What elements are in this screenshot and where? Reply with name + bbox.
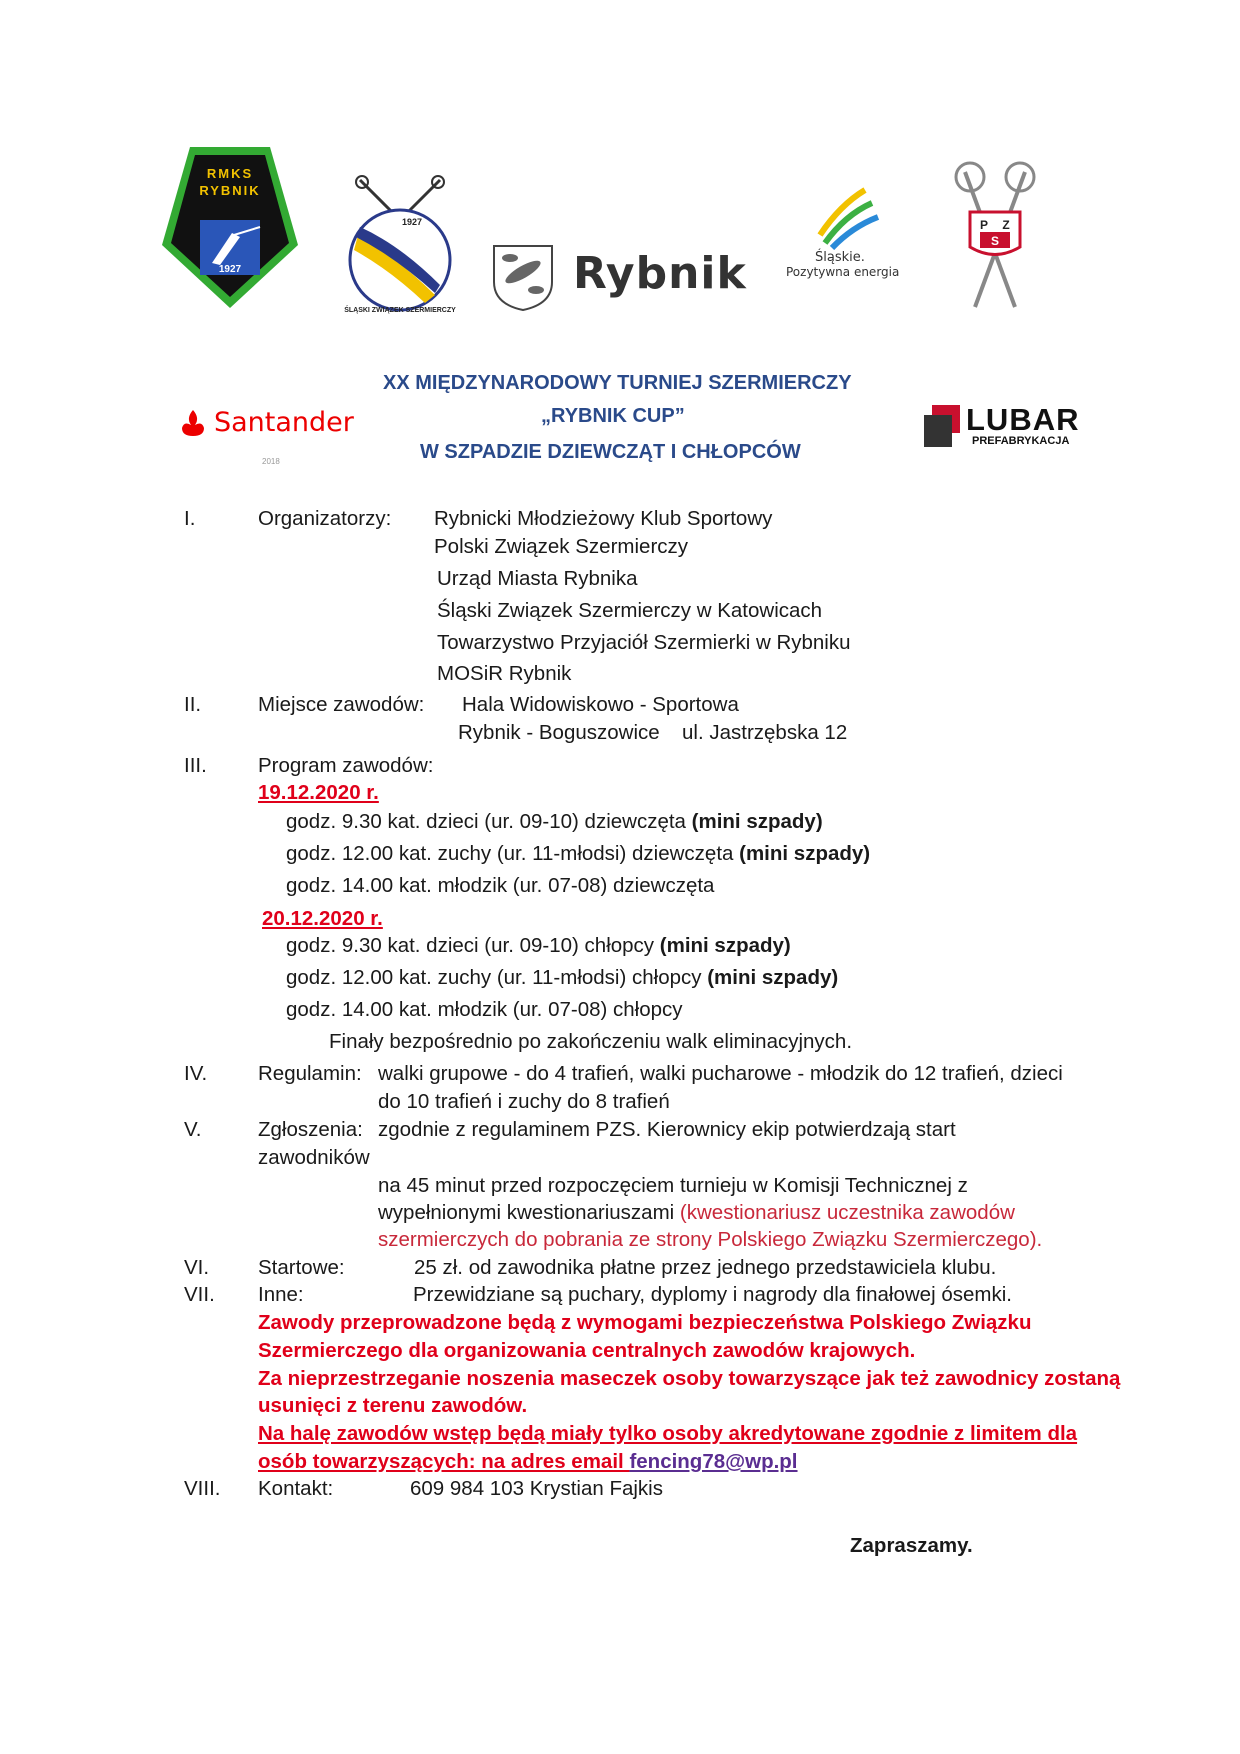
- lubar-logo-text: LUBAR: [966, 402, 1080, 437]
- schedule-note: (mini szpady): [707, 966, 839, 989]
- organizer-5: Towarzystwo Przyjaciół Szermierki w Rybniku: [437, 631, 851, 654]
- section-3-label: Program zawodów:: [258, 754, 434, 777]
- program-date-1: 19.12.2020 r.: [258, 781, 379, 804]
- pzs-z: Z: [1002, 218, 1010, 232]
- schedule-note: (mini szpady): [691, 810, 823, 833]
- section-3-num: III.: [184, 754, 207, 777]
- safety-line-2: Szermierczego dla organizowania centralnych zawodów krajowych.: [258, 1339, 916, 1362]
- rules-line-2: do 10 trafień i zuchy do 8 trafień: [378, 1090, 670, 1113]
- venue-street: ul. Jastrzębska 12: [682, 721, 848, 744]
- section-4-num: IV.: [184, 1062, 208, 1085]
- registration-line-4: [378, 1200, 1015, 1226]
- slaskie-text-1: Śląskie.: [815, 250, 865, 265]
- slaskie-text-2: Pozytywna energia: [786, 265, 900, 279]
- organizer-3: Urząd Miasta Rybnika: [437, 567, 638, 590]
- rules-line-1: walki grupowe - do 4 trafień, walki pucharowe - młodzik do 12 trafień, dzieci: [378, 1062, 1063, 1085]
- section-7-label: Inne:: [258, 1283, 304, 1306]
- section-8-num: VIII.: [184, 1477, 221, 1500]
- schedule-note: (mini szpady): [739, 842, 871, 865]
- section-5-label: Zgłoszenia:: [258, 1118, 363, 1141]
- entry-fee: 25 zł. od zawodnika płatne przez jednego przedstawiciela klubu.: [414, 1256, 997, 1279]
- access-text: osób towarzyszących: na adres email: [258, 1450, 630, 1473]
- registration-line-1: zgodnie z regulaminem PZS. Kierownicy ekip potwierdzają start: [378, 1118, 956, 1141]
- slaski-year: 1927: [401, 217, 423, 227]
- registration-text: wypełnionymi kwestionariuszami: [378, 1201, 680, 1224]
- schedule-note: (mini szpady): [659, 934, 791, 957]
- schedule-text: godz. 14.00 kat. młodzik (ur. 07-08) chłopcy: [286, 998, 683, 1021]
- section-5-num: V.: [184, 1118, 202, 1141]
- schedule-text: godz. 12.00 kat. zuchy (ur. 11-młodsi) chłopcy: [286, 966, 708, 989]
- schedule-text: godz. 9.30 kat. dzieci (ur. 09-10) dziewczęta: [286, 810, 692, 833]
- questionnaire-note: (kwestionariusz uczestnika zawodów: [679, 1201, 1015, 1224]
- access-line-1: Na halę zawodów wstęp będą miały tylko osoby akredytowane zgodnie z limitem dla: [258, 1422, 1078, 1445]
- finals-note: Finały bezpośrednio po zakończeniu walk eliminacyjnych.: [329, 1030, 853, 1053]
- pzs-logo: [940, 152, 1050, 312]
- access-line-2: [258, 1449, 798, 1475]
- lubar-sub-text: PREFABRYKACJA: [972, 435, 1070, 447]
- section-7-num: VII.: [184, 1283, 215, 1306]
- masks-line-1: Za nieprzestrzeganie noszenia maseczek osoby towarzyszące jak też zawodnicy zostaną: [258, 1367, 1121, 1390]
- pzs-s: S: [990, 234, 1000, 248]
- organizer-1: Rybnicki Młodzieżowy Klub Sportowy: [434, 507, 773, 530]
- section-1-num: I.: [184, 507, 196, 530]
- rmks-year: 1927: [218, 264, 242, 275]
- prizes-text: Przewidziane są puchary, dyplomy i nagrody dla finałowej ósemki.: [413, 1283, 1012, 1306]
- section-6-num: VI.: [184, 1256, 210, 1279]
- slaski-text: ŚLĄSKI ZWIĄZEK SZERMIERCZY: [344, 307, 456, 314]
- email-link[interactable]: fencing78@wp.pl: [629, 1450, 798, 1473]
- schedule-row: [286, 809, 823, 835]
- santander-logo-text: Santander: [214, 407, 354, 438]
- section-2-num: II.: [184, 693, 202, 716]
- pzs-p: P: [979, 218, 989, 232]
- schedule-row: [286, 873, 714, 899]
- santander-flame-icon: [178, 408, 208, 438]
- slaskie-waves-icon: [810, 185, 880, 250]
- rmks-rybnik-logo: [160, 145, 300, 310]
- registration-line-5: szermierczych do pobrania ze strony Polskiego Związku Szermierczego).: [378, 1228, 1043, 1251]
- schedule-row: [286, 965, 838, 991]
- rybnik-text: RYBNIK: [199, 183, 261, 198]
- registration-line-2: zawodników: [258, 1146, 370, 1169]
- program-date-2: 20.12.2020 r.: [262, 907, 383, 930]
- section-8-label: Kontakt:: [258, 1477, 334, 1500]
- schedule-row: [286, 997, 683, 1023]
- section-4-label: Regulamin:: [258, 1062, 362, 1085]
- title-line-3: W SZPADZIE DZIEWCZĄT I CHŁOPCÓW: [420, 441, 801, 463]
- venue-city: Rybnik - Boguszowice: [458, 721, 660, 744]
- organizer-4: Śląski Związek Szermierczy w Katowicach: [437, 599, 823, 622]
- santander-small-text: 2018: [262, 457, 280, 466]
- schedule-text: godz. 12.00 kat. zuchy (ur. 11-młodsi) dziewczęta: [286, 842, 740, 865]
- masks-line-2: usunięci z terenu zawodów.: [258, 1394, 528, 1417]
- title-line-1: XX MIĘDZYNARODOWY TURNIEJ SZERMIERCZY: [383, 372, 852, 394]
- safety-line-1: Zawody przeprowadzone będą z wymogami bezpieczeństwa Polskiego Związku: [258, 1311, 1032, 1334]
- rybnik-logo-text: Rybnik: [573, 248, 747, 299]
- registration-line-3: na 45 minut przed rozpoczęciem turnieju w Komisji Technicznej z: [378, 1174, 968, 1197]
- section-1-label: Organizatorzy:: [258, 507, 392, 530]
- venue-name: Hala Widowiskowo - Sportowa: [462, 693, 739, 716]
- title-line-2: „RYBNIK CUP”: [541, 405, 685, 427]
- rmks-text: RMKS: [206, 166, 254, 181]
- closing-text: Zapraszamy.: [850, 1534, 973, 1557]
- rybnik-crest-icon: [490, 242, 556, 312]
- slaski-zwiazek-logo: [340, 165, 460, 315]
- schedule-text: godz. 9.30 kat. dzieci (ur. 09-10) chłopcy: [286, 934, 660, 957]
- contact-text: 609 984 103 Krystian Fajkis: [410, 1477, 663, 1500]
- schedule-row: [286, 841, 870, 867]
- section-6-label: Startowe:: [258, 1256, 345, 1279]
- section-2-label: Miejsce zawodów:: [258, 693, 425, 716]
- organizer-2: Polski Związek Szermierczy: [434, 535, 689, 558]
- organizer-6: MOSiR Rybnik: [437, 662, 572, 685]
- schedule-row: [286, 933, 791, 959]
- schedule-text: godz. 14.00 kat. młodzik (ur. 07-08) dziewczęta: [286, 874, 715, 897]
- lubar-icon: [922, 403, 966, 449]
